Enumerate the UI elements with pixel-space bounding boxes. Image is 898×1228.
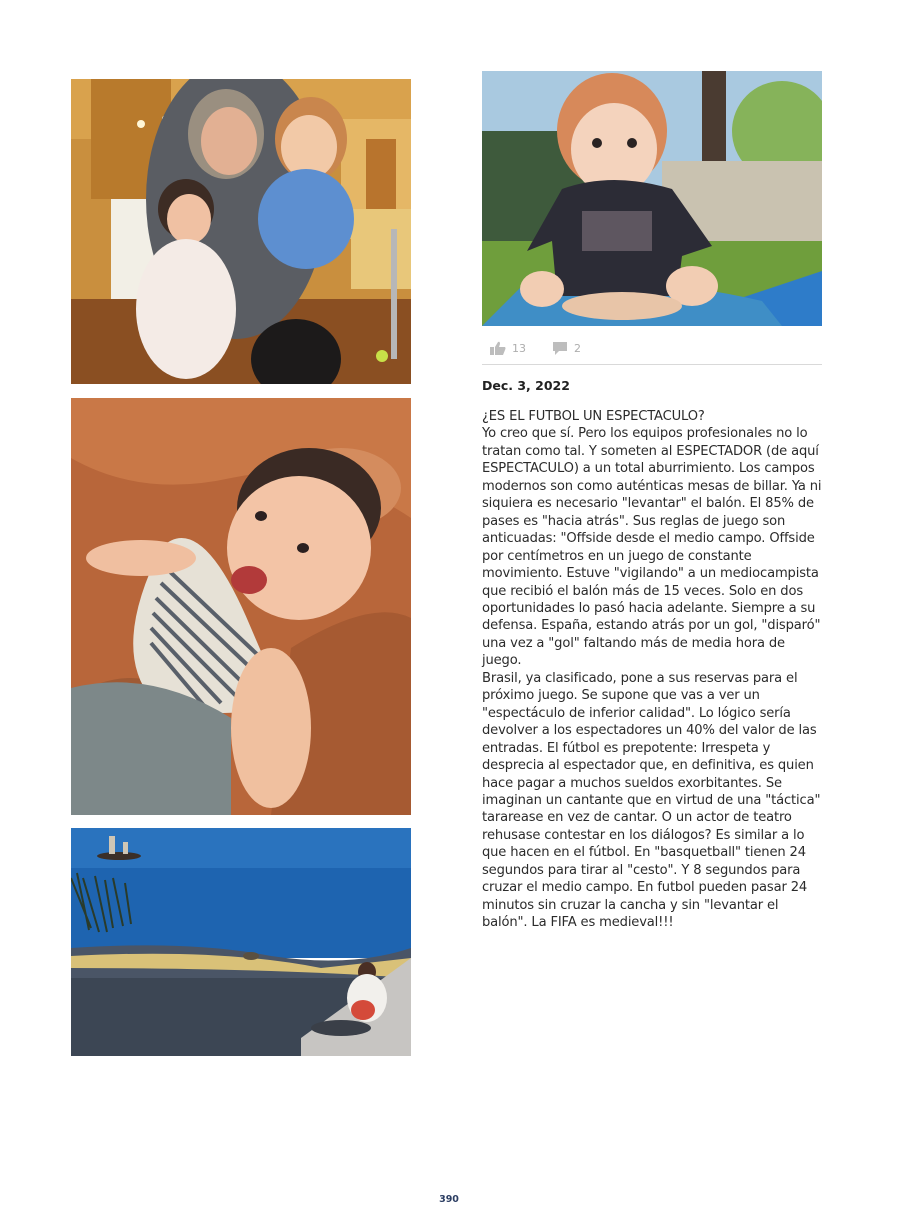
- photo-toddler-on-grass: [482, 71, 822, 326]
- post-paragraph: Brasil, ya clasificado, pone a sus reservas para el próximo juego. Se supone que vas a ver un "espectáculo de inferior calidad". Lo lógico sería devolver a los espectadores un 40% del valor de las entradas. El fútbol es prepotente: Irrespeta y desprecia al espectador que, en definitiva, es quien hace pagar a muchos sueldos exorbitantes. Se imaginan un cantante que en virtud de una "táctica" tararease en vez de cantar. O un actor de teatro rehusase contestar en los diálogos? Es similar a lo que hacen en el fútbol. En "basquetball" tienen 24 segundos para tirar al "cesto". Y 8 segundos para cruzar el medio campo. En futbol pueden pasar 24 minutos sin cruzar la cancha y sin "levantar el balón". La FIFA es medieval!!!: [482, 670, 821, 931]
- photo-lake-shore: [71, 828, 411, 1056]
- post-body: [482, 408, 824, 932]
- photo-laughing-baby: [71, 398, 411, 815]
- comment-icon[interactable]: [552, 341, 568, 355]
- divider: [482, 364, 822, 365]
- post-paragraph: Yo creo que sí. Pero los equipos profesionales no lo tratan como tal. Y someten al ESPECTADOR (de aquí ESPECTACULO) a un total aburrimiento. Los campos modernos son como auténticas mesas de billar. Ya ni siquiera es necesario "levantar" el balón. El 85% de pases es "hacia atrás". Sus reglas de juego son anticuadas: "Offside desde el medio campo. Offside por centímetros en un juego de constante movimiento. Estuve "vigilando" a un mediocampista que recibió el balón más de 15 veces. Solo en dos oportunidades lo pasó hacia adelante. Siempre a su defensa. España, estando atrás por un gol, "disparó" una vez a "gol" faltando más de media hora de juego.: [482, 426, 822, 669]
- thumbs-up-icon[interactable]: [490, 341, 506, 355]
- page-number: 390: [439, 1194, 459, 1205]
- post-date: Dec. 3, 2022: [482, 378, 570, 393]
- post-heading: ¿ES EL FUTBOL UN ESPECTACULO?: [482, 409, 705, 424]
- reactions-bar: [490, 338, 581, 358]
- like-count: 13: [512, 341, 526, 355]
- photo-grandmother-with-babies: [71, 79, 411, 384]
- comment-count: 2: [574, 341, 581, 355]
